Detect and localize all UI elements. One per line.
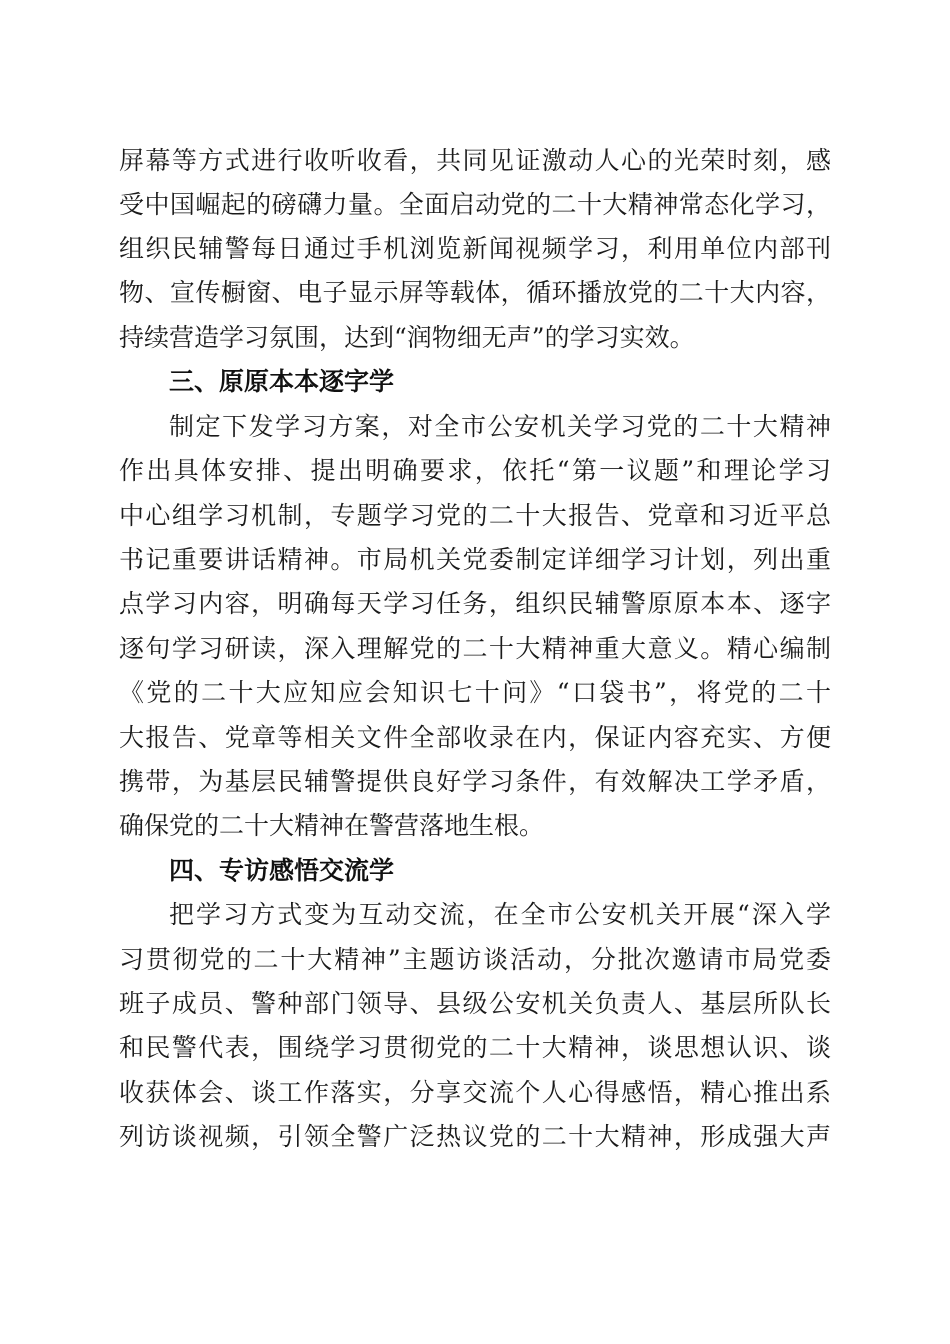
paragraph-line: 把学习方式变为互动交流，在全市公安机关开展“深入学: [169, 900, 831, 929]
paragraph-line: 《党的二十大应知应会知识七十问》“口袋书”，将党的二十: [119, 678, 831, 707]
paragraph-line: 物、宣传橱窗、电子显示屏等载体，循环播放党的二十大内容，: [119, 278, 831, 307]
paragraph-line: 中心组学习机制，专题学习党的二十大报告、党章和习近平总: [119, 501, 831, 530]
paragraph-line: 作出具体安排、提出明确要求，依托“第一议题”和理论学习: [119, 456, 831, 485]
paragraph-line: 受中国崛起的磅礴力量。全面启动党的二十大精神常态化学习，: [119, 190, 831, 219]
paragraph-line: 持续营造学习氛围，达到“润物细无声”的学习实效。: [119, 323, 695, 352]
paragraph-line: 班子成员、警种部门领导、县级公安机关负责人、基层所队长: [119, 989, 831, 1018]
paragraph-line: 逐句学习研读，深入理解党的二十大精神重大意义。精心编制: [119, 634, 831, 663]
paragraph-line: 习贯彻党的二十大精神”主题访谈活动，分批次邀请市局党委: [119, 945, 831, 974]
paragraph-line: 点学习内容，明确每天学习任务，组织民辅警原原本本、逐字: [119, 589, 831, 618]
paragraph-line: 确保党的二十大精神在警营落地生根。: [119, 811, 545, 840]
paragraph-line: 列访谈视频，引领全警广泛热议党的二十大精神，形成强大声: [119, 1122, 831, 1151]
paragraph-line: 制定下发学习方案，对全市公安机关学习党的二十大精神: [169, 412, 831, 441]
paragraph-line: 大报告、党章等相关文件全部收录在内，保证内容充实、方便: [119, 723, 831, 752]
paragraph-line: 和民警代表，围绕学习贯彻党的二十大精神，谈思想认识、谈: [119, 1033, 831, 1062]
paragraph-line: 收获体会、谈工作落实，分享交流个人心得感悟，精心推出系: [119, 1078, 831, 1107]
paragraph-line: 书记重要讲话精神。市局机关党委制定详细学习计划，列出重: [119, 545, 831, 574]
paragraph-line: 屏幕等方式进行收听收看，共同见证激动人心的光荣时刻，感: [119, 146, 831, 175]
paragraph-line: 携带，为基层民辅警提供良好学习条件，有效解决工学矛盾，: [119, 767, 831, 796]
section-heading: 三、原原本本逐字学: [169, 367, 395, 396]
section-heading: 四、专访感悟交流学: [169, 856, 395, 885]
paragraph-line: 组织民辅警每日通过手机浏览新闻视频学习，利用单位内部刊: [119, 234, 831, 263]
